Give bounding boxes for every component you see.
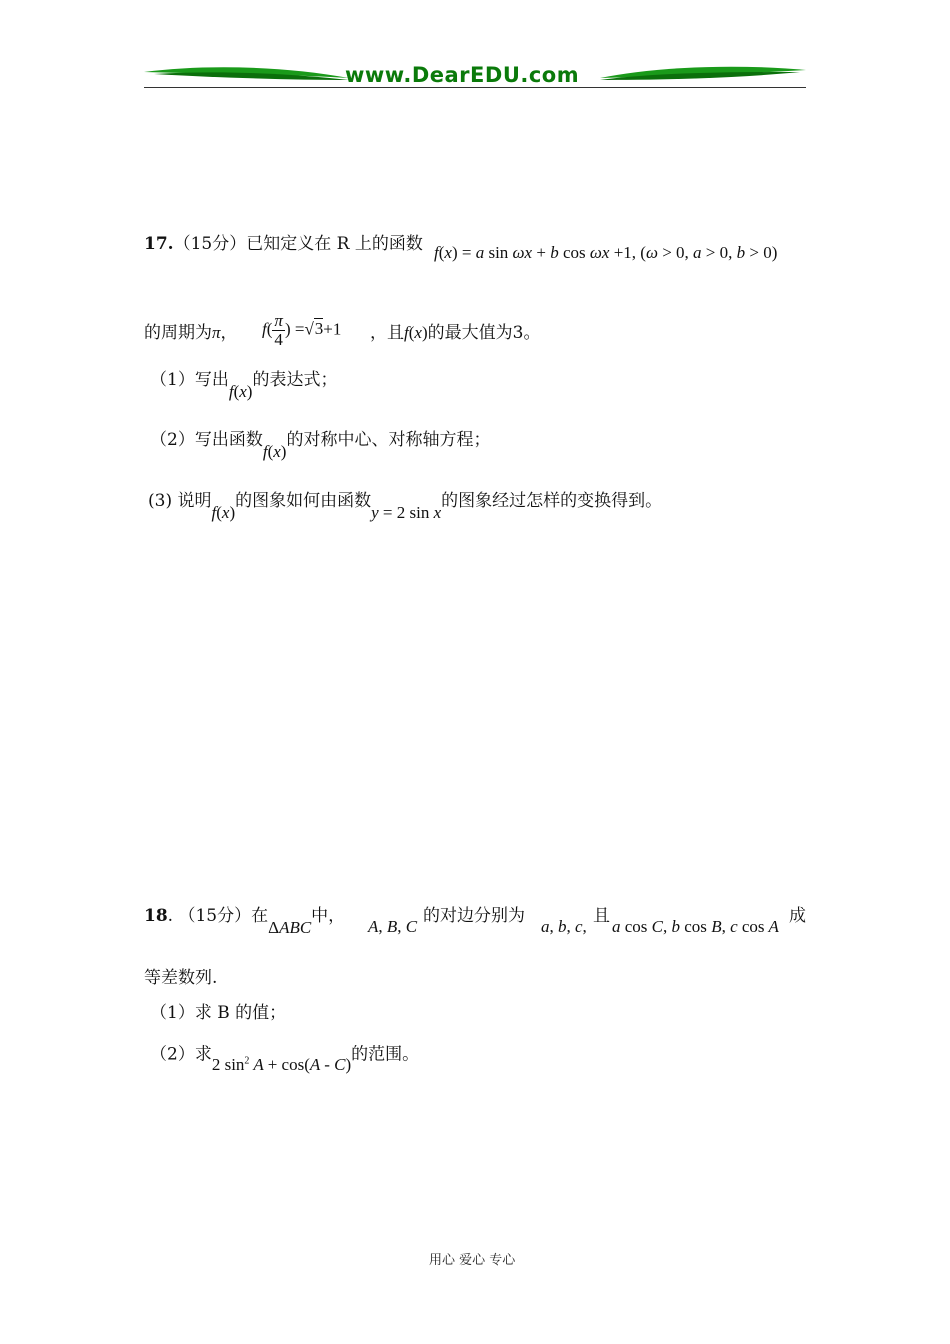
q18-line2: 等差数列. (144, 968, 218, 988)
q17-line1 (144, 233, 423, 255)
q17-function-formula: f(x) = a sin ωx + b cos ωx +1, (ω > 0, a > 0, b > 0) (434, 243, 778, 262)
brand-logo: www.DearEDU.com (345, 63, 580, 87)
q18-sides: a, b, c, (541, 917, 587, 936)
q18-opposite-text: 的对边分别为 (423, 906, 525, 926)
q17-number: 17. (144, 234, 174, 254)
footer-text: 用心 爱心 专心 (429, 1253, 516, 1268)
q18-and: 且 (593, 906, 610, 926)
q18-number: 18 (144, 906, 168, 926)
q17-line2: 的周期为π， (144, 323, 238, 343)
q18-angles: A, B, C (368, 917, 418, 936)
header-swoosh-right (600, 62, 806, 88)
q18-part1: （1）求 B 的值； (150, 1003, 287, 1023)
q17-pi: π (212, 323, 221, 342)
q18-part2: （2）求2 $\sin^2 A + \cos(A - C)$的范围。 (150, 1044, 420, 1074)
header-swoosh-left (144, 62, 354, 88)
q18-line1: 18. （15分）在ΔABC中， (144, 906, 346, 937)
q17-part3: (3) 说明f(x)的图象如何由函数y = 2 sin x的图象经过怎样的变换得到。 (148, 491, 663, 522)
q17-value-formula: f( $\frac{\pi}{4}$ ) =√3+1 (262, 311, 342, 349)
q17-line2-tail: ，且f(x)的最大值为3。 (370, 323, 541, 343)
header-rule (144, 87, 806, 88)
q18-tail: 成 (789, 906, 806, 926)
q17-part1: （1）写出f(x)的表达式； (150, 370, 338, 401)
q17-intro: （15分）已知定义在 R 上的函数 (173, 234, 423, 254)
q17-part2: （2）写出函数f(x)的对称中心、对称轴方程； (150, 430, 491, 461)
q17-period-text: 的周期为 (144, 323, 212, 343)
q18-sequence-formula: a cos C, b cos B, c cos A (612, 917, 779, 936)
